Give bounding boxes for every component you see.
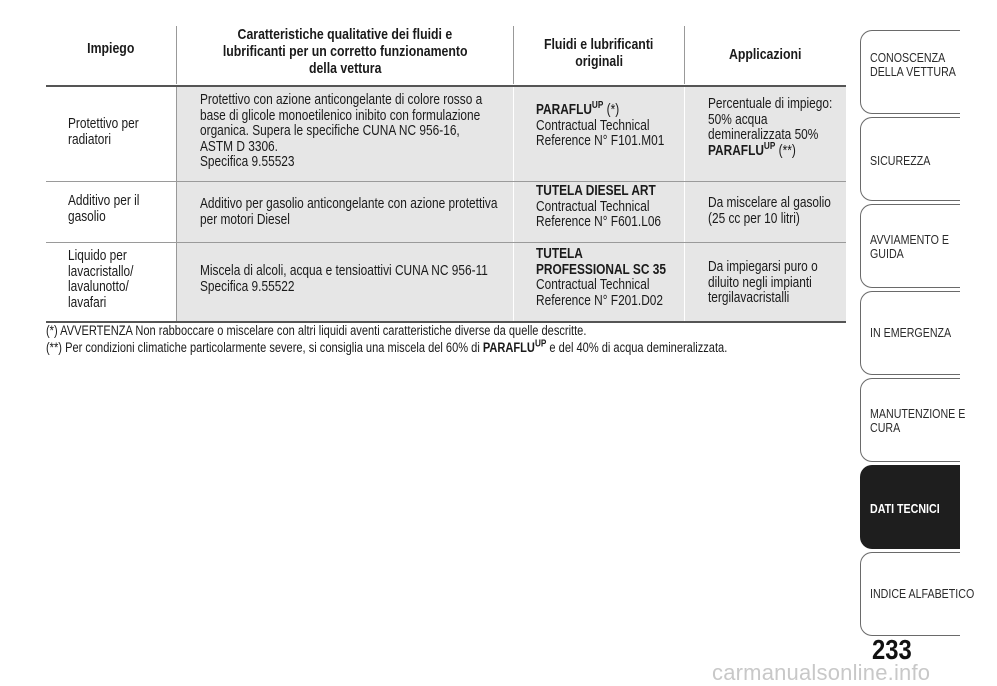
cell-text: Contractual Technical bbox=[536, 117, 650, 134]
cell-impiego bbox=[46, 243, 176, 321]
cell-text: Reference N° F601.L06 bbox=[536, 214, 662, 230]
cell-text: lavalunotto/ bbox=[68, 279, 129, 295]
tab-conoscenza-della-vettura[interactable] bbox=[860, 30, 960, 114]
header-caratteristiche bbox=[177, 26, 513, 84]
watermark: carmanualsonline.info bbox=[712, 660, 931, 685]
cell-impiego bbox=[46, 87, 176, 181]
cell-text: Contractual Technical bbox=[536, 277, 650, 293]
cell-fluidi bbox=[514, 87, 684, 181]
footnote-2 bbox=[46, 339, 727, 356]
cell-applicazioni bbox=[685, 182, 846, 242]
tab-label: SICUREZZA bbox=[870, 153, 931, 168]
tab-label: IN EMERGENZA bbox=[870, 325, 952, 340]
cell-text: demineralizzata 50% bbox=[708, 127, 819, 143]
cell-text: Reference N° F101.M01 bbox=[536, 133, 665, 149]
cell-text: 50% acqua bbox=[708, 111, 768, 128]
cell-text: Da miscelare al gasolio bbox=[708, 195, 831, 211]
footnote-1: (*) AVVERTENZA Non rabboccare o miscelare con altri liquidi aventi caratteristiche diverse da quelle descritte. bbox=[46, 323, 587, 338]
footnote-text: e del 40% di acqua demineralizzata. bbox=[549, 340, 728, 355]
header-impiego-text: Impiego bbox=[87, 40, 135, 57]
cell-fluidi bbox=[514, 182, 684, 242]
tab-label: DATI TECNICI bbox=[870, 501, 940, 516]
tab-label: INDICE ALFABETICO bbox=[870, 586, 975, 601]
header-text: della vettura bbox=[308, 60, 382, 77]
cell-text: Reference N° F201.D02 bbox=[536, 292, 664, 309]
product-name: PARAFLU bbox=[482, 340, 535, 355]
column-divider bbox=[176, 243, 177, 321]
cell-text: gasolio bbox=[68, 208, 106, 225]
tab-label: MANUTENZIONE E bbox=[870, 406, 966, 421]
cell-text: diluito negli impianti bbox=[708, 274, 812, 291]
cell-text: Additivo per il bbox=[68, 193, 140, 209]
cell-applicazioni bbox=[685, 87, 846, 181]
product-name: TUTELA DIESEL ART bbox=[536, 183, 656, 199]
cell-caratteristiche bbox=[177, 182, 513, 242]
footnote-text: (**) Per condizioni climatiche particolarmente severe, si consiglia una miscela del 60% di bbox=[46, 340, 480, 355]
tab-in-emergenza[interactable] bbox=[860, 291, 960, 375]
cell-fluidi bbox=[514, 243, 684, 321]
header-text: Fluidi e lubrificanti bbox=[544, 36, 654, 53]
column-divider bbox=[176, 182, 177, 242]
tab-avviamento-e-guida[interactable] bbox=[860, 204, 960, 288]
header-text: Caratteristiche qualitative dei fluidi e bbox=[237, 26, 453, 43]
product-superscript: UP bbox=[591, 100, 604, 112]
page-number-text: 233 bbox=[872, 634, 912, 665]
tab-dati-tecnici[interactable] bbox=[860, 465, 960, 549]
header-text: originali bbox=[575, 53, 623, 70]
footnote-mark: (*) bbox=[606, 102, 620, 118]
cell-text: Specifica 9.55522 bbox=[200, 278, 295, 295]
product-name: PARAFLU bbox=[536, 102, 592, 118]
cell-text: lavafari bbox=[68, 294, 107, 311]
cell-caratteristiche bbox=[177, 243, 513, 321]
tab-label: CONOSCENZA bbox=[870, 50, 946, 65]
tab-indice-alfabetico[interactable] bbox=[860, 552, 975, 636]
tab-label: GUIDA bbox=[870, 246, 904, 261]
cell-caratteristiche bbox=[177, 87, 513, 181]
header-text: lubrificanti per un corretto funzionamento bbox=[222, 43, 468, 60]
product-name: PARAFLU bbox=[708, 142, 764, 159]
cell-text: organica. Supera le specifiche CUNA NC 956-16, bbox=[200, 123, 460, 139]
cell-text: Miscela di alcoli, acqua e tensioattivi CUNA NC 956-11 bbox=[200, 263, 488, 279]
tab-sicurezza[interactable] bbox=[860, 117, 960, 201]
cell-text: Protettivo per bbox=[68, 116, 139, 132]
cell-text: per motori Diesel bbox=[200, 211, 290, 228]
product-name: PROFESSIONAL SC 35 bbox=[536, 261, 666, 278]
cell-text: ASTM D 3306. bbox=[200, 138, 278, 155]
tab-label: AVVIAMENTO E bbox=[870, 232, 949, 247]
product-superscript: UP bbox=[763, 140, 776, 152]
column-divider bbox=[513, 26, 514, 84]
tab-label: CURA bbox=[870, 420, 901, 435]
cell-text: Liquido per bbox=[68, 248, 127, 264]
product-superscript: UP bbox=[534, 338, 547, 350]
cell-text: Additivo per gasolio anticongelante con azione protettiva bbox=[200, 196, 498, 212]
cell-text: Contractual Technical bbox=[536, 198, 650, 215]
footnote-mark: (**) bbox=[778, 142, 796, 159]
tab-label: DELLA VETTURA bbox=[870, 64, 956, 79]
cell-text: lavacristallo/ bbox=[68, 263, 134, 280]
product-name: TUTELA bbox=[536, 246, 583, 262]
column-divider bbox=[684, 26, 685, 84]
table-row bbox=[46, 87, 846, 181]
cell-text: Percentuale di impiego: bbox=[708, 96, 833, 112]
header-text: Applicazioni bbox=[729, 46, 802, 63]
column-divider bbox=[176, 26, 177, 84]
table-row bbox=[46, 243, 846, 321]
footnotes bbox=[46, 322, 877, 356]
column-divider bbox=[176, 87, 177, 181]
cell-text: radiatori bbox=[68, 131, 111, 148]
cell-text: Protettivo con azione anticongelante di colore rosso a bbox=[200, 92, 483, 108]
table-row bbox=[46, 182, 846, 242]
cell-text: Specifica 9.55523 bbox=[200, 154, 295, 170]
cell-text: Da impiegarsi puro o bbox=[708, 259, 818, 275]
cell-applicazioni bbox=[685, 243, 846, 321]
cell-text: tergilavacristalli bbox=[708, 290, 790, 306]
cell-text: base di glicole monoetilenico inibito con formulazione bbox=[200, 107, 481, 124]
cell-text: (25 cc per 10 litri) bbox=[708, 210, 800, 227]
tab-manutenzione-e-cura[interactable] bbox=[860, 378, 966, 462]
cell-impiego bbox=[46, 182, 176, 242]
